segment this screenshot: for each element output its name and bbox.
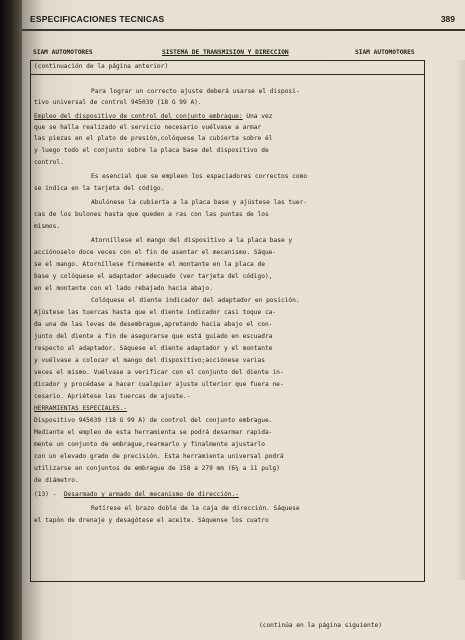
body-line: mismos.: [34, 223, 61, 230]
body-line: veces el mismo. Vuélvase a verificar con el conjunto del diente in-: [34, 369, 284, 376]
body-line: Atorníllese el mango del dispositivo a la placa base y: [91, 237, 293, 244]
body-line: HERRAMIENTAS ESPECIALES.-: [34, 405, 128, 412]
body-line: que se halla realizado el servicio necesario vuélvase a armar: [34, 124, 262, 131]
page-number: 389: [440, 14, 455, 24]
body-line: Ajústese las tuercas hasta que el diente indicador casi toque ca-: [34, 309, 277, 316]
body-line: Colóquese el diente indicador del adaptador en posición.: [91, 297, 300, 304]
body-line: mente un conjunto de embrague,rearmarlo y finalmente ajustarlo: [34, 441, 265, 448]
body-line: en el montante con el lado rebajado hacia abajo.: [34, 285, 213, 292]
body-line: se el mango. Atorníllese firmemente el montante en la placa de: [34, 261, 265, 268]
page-edge: [455, 60, 465, 580]
body-line: de diámetro.: [34, 477, 79, 484]
body-line: utilizarse en conjuntos de embrague de 158 a 279 mm (6¼ a 11 pulg): [34, 465, 280, 472]
body-line: Dispositivo 945039 (18 G 99 A) de control del conjunto embrague.: [34, 417, 273, 424]
body-line: y vuélvase a colocar el mango del dispositivo;acciónese varias: [34, 357, 265, 364]
body-line: cas de los bulones hasta que queden a ras con las puntas de los: [34, 211, 269, 218]
chapter-title: SISTEMA DE TRANSMISION Y DIRECCION: [162, 49, 289, 56]
body-line: base y colóquese el adaptador adecuado (ver tarjeta del código),: [34, 273, 273, 280]
continuation-note-top: (continuación de la página anterior): [34, 63, 169, 70]
body-line: se indica en la tarjeta del código.: [34, 185, 165, 192]
body-line: junto del diente a fin de asegurarse que está guiado en escuadra: [34, 333, 273, 340]
continuation-note-bottom: (continúa en la página siguiente): [259, 622, 382, 629]
body-line: Es esencial que se empleen los espaciadores correctos como: [91, 173, 308, 180]
header-rule: [22, 29, 465, 31]
body-line: las piezas en el plato de presión,colóquese la cubierta sobre él: [34, 135, 273, 142]
continuation-strip: [31, 61, 424, 75]
body-line: acciónoselo doce veces con el fin de asentar el mecanismo. Sáque-: [34, 249, 277, 256]
body-line: respecto al adaptador. Sáquese el diente adaptador y el montante: [34, 345, 273, 352]
body-line: da una de las levas de desembrague,apretando hacia abajo el con-: [34, 321, 273, 328]
body-line: y luego todo el conjunto sobre la placa base del dispositivo de: [34, 147, 269, 154]
company-name-left: SIAM AUTOMOTORES: [33, 49, 93, 56]
body-line: dicador y procédase a hacer cualquier ajuste ulterior que fuera ne-: [34, 381, 284, 388]
section-title: ESPECIFICACIONES TECNICAS: [30, 14, 165, 24]
body-line: el tapón de drenaje y desagótese el aceite. Sáquense los cuatro: [34, 517, 269, 524]
company-name-right: SIAM AUTOMOTORES: [355, 49, 415, 56]
body-line: control.: [34, 159, 64, 166]
content-frame: [30, 60, 425, 629]
body-line: Abulónese la cubierta a la placa base y ajústese las tuer-: [91, 199, 308, 206]
body-line: Mediante el empleo de esta herramienta se podrá desarmar rapida-: [34, 429, 273, 436]
body-line: cesario. Apriétese las tuercas de ajuste.-: [34, 393, 191, 400]
body-line: Para lograr un correcto ajuste deberá usarse el disposi-: [91, 88, 300, 95]
body-line: (13) - Desarmado y armado del mecanismo de dirección.-: [34, 491, 239, 498]
body-line: Empleo del dispositivo de control del conjunto embrague: Una vez: [34, 113, 273, 120]
body-line: tivo universal de control 945039 (18 G 99 A).: [34, 99, 202, 106]
body-line: Retírese el brazo doble de la caja de dirección. Sáquese: [91, 505, 300, 512]
body-line: con un elevado grado de precisión. Esta herramienta universal podrá: [34, 453, 284, 460]
document-page: [22, 0, 465, 640]
